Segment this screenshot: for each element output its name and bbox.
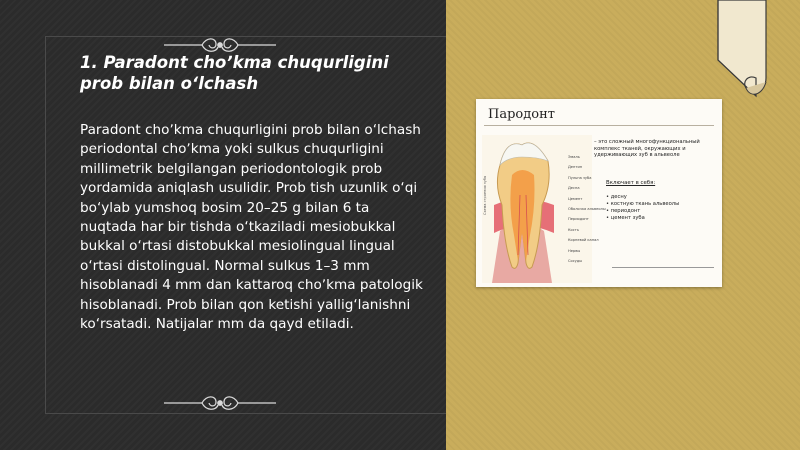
tooth-label: Цемент: [568, 196, 583, 201]
tooth-label: Сосуды: [568, 258, 583, 263]
list-item: • цемент зуба: [606, 215, 679, 222]
bottom-ornament-divider: [160, 392, 280, 414]
flourish-icon: [160, 392, 280, 414]
svg-text:Схема строения зуба: Схема строения зуба: [483, 175, 487, 215]
figure-footer-line: [612, 267, 714, 268]
figure-includes-heading: Включает в себя:: [606, 180, 656, 186]
figure-title: Пародонт: [488, 107, 555, 122]
tooth-label: Периодонт: [568, 217, 589, 222]
figure-includes-list: [606, 194, 679, 222]
periodont-figure: [476, 99, 722, 287]
tooth-label: Дентин: [568, 165, 583, 170]
tooth-label: Корневой канал: [568, 238, 599, 243]
tooth-label: Кость: [568, 227, 579, 232]
slide-body-text: Paradont choʼkma chuqurligini prob bilan o‘lchash periodontal choʼkma yoki sulkus chuqurligini millimetrik belgilangan periodontologik prob yordamida aniqlash usulidir. Prob tish uzunlik o‘qi bo‘ylab yumshoq bosim 20–25 g bilan 6 ta nuqtada har bir tishda o‘tkaziladi mesiobukkal bukkal o‘rtasi distobukkal mesiolingual lingual o‘rtasi distolingual. Normal sulkus 1–3 mm hisoblanadi 4 mm dan kattaroq choʼkma patologik hisoblanadi. Prob bilan qon ketishi yallig‘lanishni ko‘rsatadi. Natijalar mm da qayd etiladi.: [80, 122, 423, 333]
scroll-ribbon-icon: [712, 0, 772, 102]
list-item: • костную ткань альвеолы: [606, 201, 679, 208]
tooth-label: Оболочка альвеолы: [568, 206, 606, 211]
list-item: • периодонт: [606, 208, 679, 215]
list-item: • десну: [606, 194, 679, 201]
slide-title: 1. Paradont choʼkma chuqurligini prob bilan o‘lchash: [80, 53, 389, 93]
tooth-label: Эмаль: [568, 155, 580, 159]
tooth-label: Пульпа зуба: [568, 175, 592, 180]
scroll-ribbon-decoration: [712, 0, 772, 102]
tooth-label: Нервы: [568, 248, 581, 253]
figure-divider: [484, 125, 714, 126]
tooth-label: Десна: [568, 186, 580, 191]
figure-description: – это сложный многофункциональный комплекс тканей, окружающих и удерживающих зуб в альвеоле: [594, 139, 700, 159]
